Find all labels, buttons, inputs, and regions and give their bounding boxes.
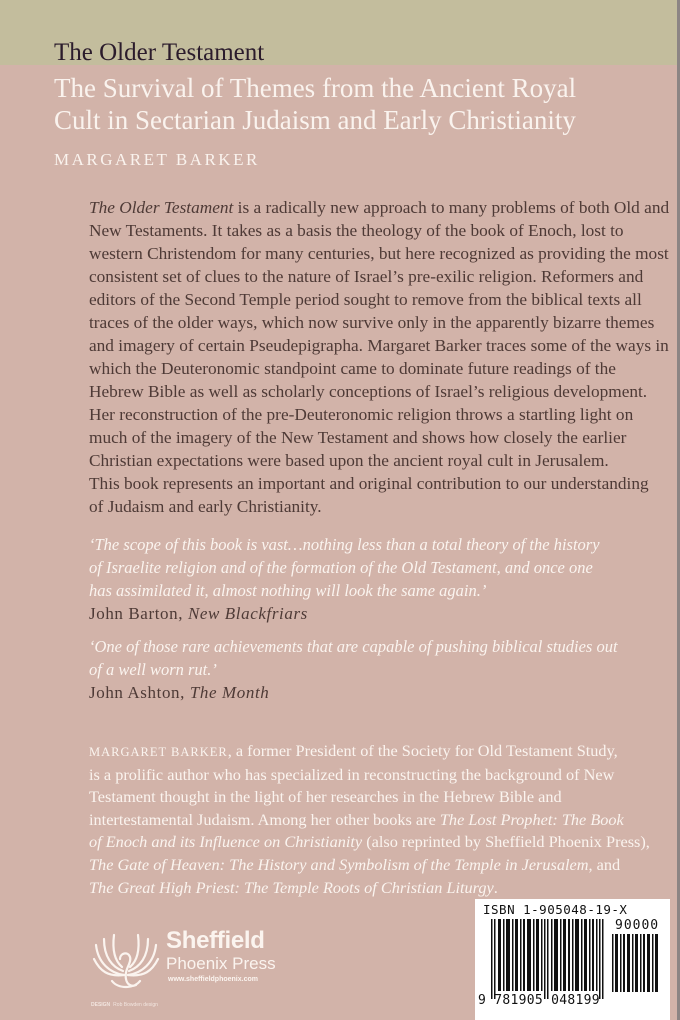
description-line: of Judaism and early Christianity. <box>89 497 322 516</box>
description-line: consistent set of clues to the nature of Israel’s pre-exilic religion. Reformers and <box>89 267 644 286</box>
quote-line: ‘The scope of this book is vast…nothing less than a total theory of the history <box>89 535 600 554</box>
description-line: Hebrew Bible as well as scholarly conceptions of Israel’s religious development. <box>89 382 648 401</box>
description-line: editors of the Second Temple period sought to remove from the biblical texts all <box>89 290 642 309</box>
bio-text: intertestamental Judaism. Among her other books are <box>89 809 440 829</box>
author-name: MARGARET BARKER <box>54 150 260 169</box>
publisher-subname: Phoenix Press <box>166 954 276 973</box>
description-line: much of the imagery of the New Testament and shows how closely the earlier <box>89 428 627 447</box>
review-publication: The Month <box>189 683 270 702</box>
quote-line: ‘One of those rare achievements that are capable of pushing biblical studies out <box>89 637 618 656</box>
bio-line <box>89 740 679 764</box>
description-line: and imagery of certain Pseudepigrapha. Margaret Barker traces some of the ways in <box>89 336 669 355</box>
bio-line <box>89 877 679 900</box>
bio-book-title: The Gate of Heaven: The History and Symbolism of the Temple in Jerusalem <box>89 854 589 874</box>
description-lead-title: The Older Testament <box>89 198 234 217</box>
publisher-name: Sheffield <box>166 927 265 954</box>
bio-text: (also reprinted by Sheffield Phoenix Press), <box>362 832 650 852</box>
bio-book-title: The Great High Priest: The Temple Roots of Christian Liturgy <box>89 877 494 897</box>
description-line: This book represents an important and original contribution to our understanding <box>89 474 649 493</box>
review-attribution <box>89 681 669 704</box>
subtitle-line: The Survival of Themes from the Ancient Royal <box>54 73 577 103</box>
description-line: New Testaments. It takes as a basis the theology of the book of Enoch, lost to <box>89 221 624 240</box>
subtitle-line: Cult in Sectarian Judaism and Early Christianity <box>54 105 576 135</box>
bio-line: Testament thought in the light of her researches in the Hebrew Bible and <box>89 787 562 807</box>
description-line <box>89 196 669 219</box>
bio-line <box>89 854 679 877</box>
addon-barcode-bars <box>612 934 662 992</box>
bio-line: is a prolific author who has specialized in reconstructing the background of New <box>89 764 615 784</box>
book-subtitle <box>54 72 576 136</box>
description-line: Christian expectations were based upon the ancient royal cult in Jerusalem. <box>89 451 609 470</box>
review-quote-2 <box>89 635 669 704</box>
isbn-label: ISBN 1-905048-19-X <box>483 902 628 917</box>
design-credit <box>91 1002 158 1008</box>
bio-line <box>89 831 679 854</box>
bio-author-name: MARGARET BARKER <box>89 745 228 759</box>
ean-number: 9 781905 048199 <box>478 993 600 1008</box>
description-line: Her reconstruction of the pre-Deuteronomic religion throws a startling light on <box>89 405 634 424</box>
bio-text: , and <box>588 854 621 874</box>
review-quote-1 <box>89 533 669 625</box>
review-publication: New Blackfriars <box>187 604 308 623</box>
design-label: DESIGN <box>91 1002 111 1008</box>
review-attribution <box>89 602 669 625</box>
bio-text: , a former President of the Society for Old Testament Study, <box>227 741 618 760</box>
reviewer-name: John Ashton, <box>89 683 190 702</box>
description-line: western Christendom for many centuries, but here recognized as providing the most <box>89 244 669 263</box>
quote-line: of Israelite religion and of the formation of the Old Testament, and once one <box>89 558 593 577</box>
description-line: which the Deuteronomic standpoint came to dominate future readings of the <box>89 359 616 378</box>
price-code: 90000 <box>615 918 660 933</box>
publisher-url: www.sheffieldphoenix.com <box>168 976 258 983</box>
designer-name: Rob Bowden design <box>113 1002 158 1008</box>
isbn-barcode <box>475 899 670 1020</box>
reviewer-name: John Barton, <box>89 604 188 623</box>
book-title: The Older Testament <box>54 39 265 66</box>
bio-text: . <box>493 877 498 897</box>
publisher-logo <box>90 925 290 1000</box>
description-text: is a radically new approach to many problems of both Old and <box>233 198 670 217</box>
bio-line <box>89 809 679 832</box>
bio-book-title: The Lost Prophet: The Book <box>439 809 624 829</box>
author-bio <box>89 740 679 899</box>
phoenix-icon <box>90 929 162 993</box>
ean-barcode-bars <box>491 919 607 999</box>
quote-line: has assimilated it, almost nothing will look the same again.’ <box>89 581 487 600</box>
bio-book-title: of Enoch and its Influence on Christianity <box>89 832 363 852</box>
quote-line: of a well worn rut.’ <box>89 660 217 679</box>
description-line: traces of the older ways, which now survive only in the apparently bizarre themes <box>89 313 655 332</box>
book-description <box>89 196 669 518</box>
